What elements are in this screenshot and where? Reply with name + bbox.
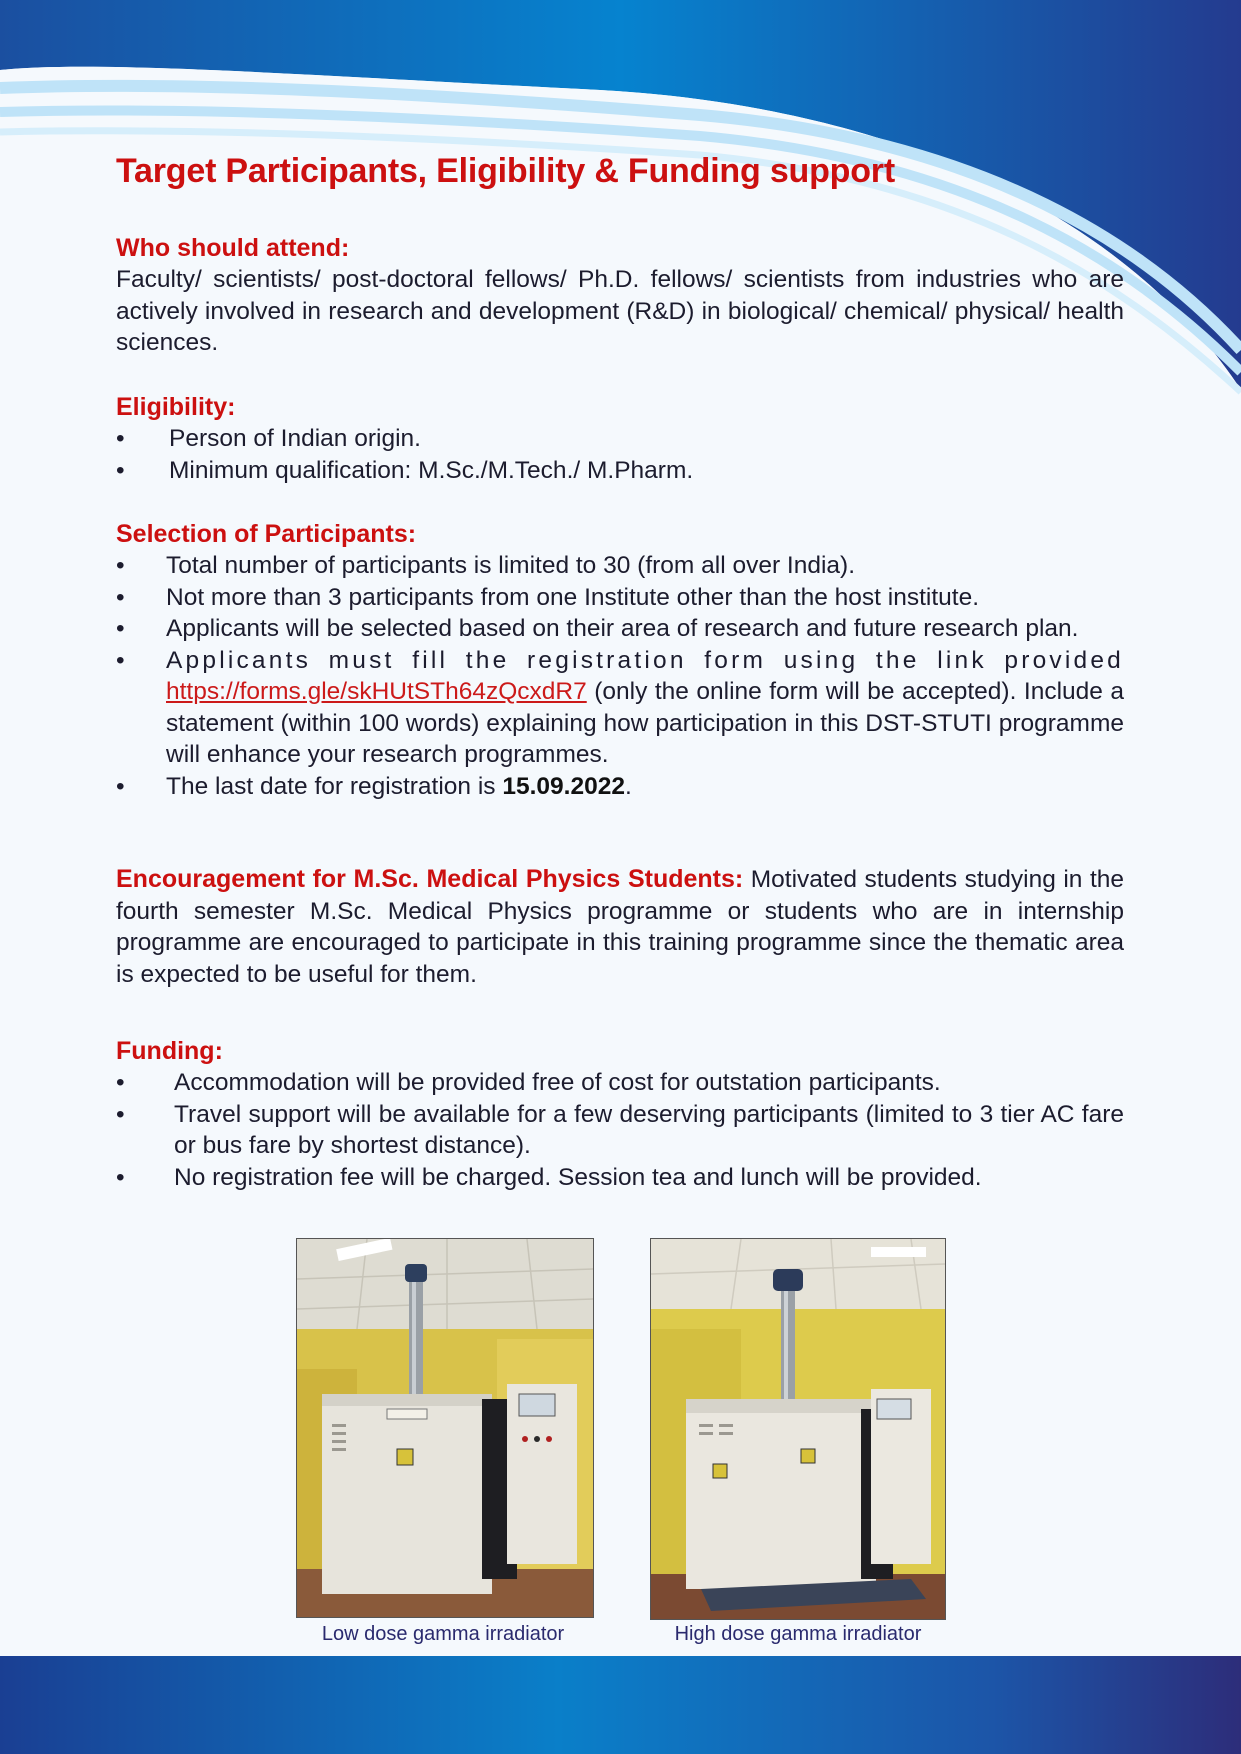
selection-heading: Selection of Participants: bbox=[116, 520, 417, 548]
funding-heading: Funding: bbox=[116, 1037, 223, 1065]
high-dose-irradiator-photo bbox=[650, 1238, 946, 1620]
list-item: • Person of Indian origin. bbox=[116, 425, 421, 452]
funding-section bbox=[116, 1036, 1124, 1193]
page-title: Target Participants, Eligibility & Funding support bbox=[116, 152, 895, 190]
list-item: • Travel support will be available for a few deserving participants (limited to 3 tier AC fare or bus fare by shortest distance). bbox=[116, 1100, 1124, 1159]
encouragement-text: Motivated students studying in the fourth semester M.Sc. Medical Physics programme or students who are in internship programme are encouraged to participate in this training programme since the thematic area is expected to be useful for them. bbox=[116, 866, 1124, 988]
list-item: • Not more than 3 participants from one Institute other than the host institute. bbox=[116, 583, 980, 611]
list-item: • Accommodation will be provided free of cost for outstation participants. bbox=[116, 1069, 941, 1096]
high-dose-caption: High dose gamma irradiator bbox=[674, 1623, 922, 1645]
list-item-registration-form: • Applicants must fill the registration form using the link provided https://forms.gle/skHUtSTh64zQcxdR7 (only the online form will be accepted). Include a statement (within 100 words) explaining how participation in this DST-STUTI programme will enhance your research programmes. bbox=[116, 646, 1125, 768]
low-dose-irradiator-photo bbox=[296, 1238, 594, 1618]
who-heading: Who should attend: bbox=[116, 234, 350, 262]
list-item: • Minimum qualification: M.Sc./M.Tech./ M.Pharm. bbox=[116, 456, 694, 484]
eligibility-heading: Eligibility: bbox=[116, 393, 236, 421]
list-item: • No registration fee will be charged. Session tea and lunch will be provided. bbox=[116, 1163, 982, 1191]
selection-section bbox=[116, 519, 1124, 802]
selection-list bbox=[116, 550, 1124, 802]
irradiator-illustration bbox=[297, 1239, 593, 1617]
list-item: • Total number of participants is limited to 30 (from all over India). bbox=[116, 552, 856, 579]
list-item: • Applicants will be selected based on their area of research and future research plan. bbox=[116, 615, 1079, 642]
who-text: Faculty/ scientists/ post-doctoral fellows/ Ph.D. fellows/ scientists from industries who are actively involved in research and development (R&D) in biological/ chemical/ physical/ health sciences. bbox=[116, 266, 1124, 356]
encouragement-section bbox=[116, 864, 1124, 990]
registration-form-link[interactable]: https://forms.gle/skHUtSTh64zQcxdR7 bbox=[166, 678, 587, 705]
main-content bbox=[116, 152, 1125, 1191]
footer-band bbox=[0, 1656, 1241, 1754]
funding-list bbox=[116, 1067, 1124, 1193]
who-section bbox=[116, 233, 1124, 359]
list-item-last-date: • The last date for registration is 15.09.2022. bbox=[116, 772, 632, 800]
irradiator-illustration bbox=[651, 1239, 945, 1619]
last-date: 15.09.2022 bbox=[502, 772, 625, 800]
eligibility-section bbox=[116, 392, 1124, 486]
encouragement-heading: Encouragement for M.Sc. Medical Physics Students: bbox=[116, 865, 744, 893]
eligibility-list bbox=[116, 423, 1124, 486]
low-dose-caption: Low dose gamma irradiator bbox=[321, 1623, 565, 1645]
